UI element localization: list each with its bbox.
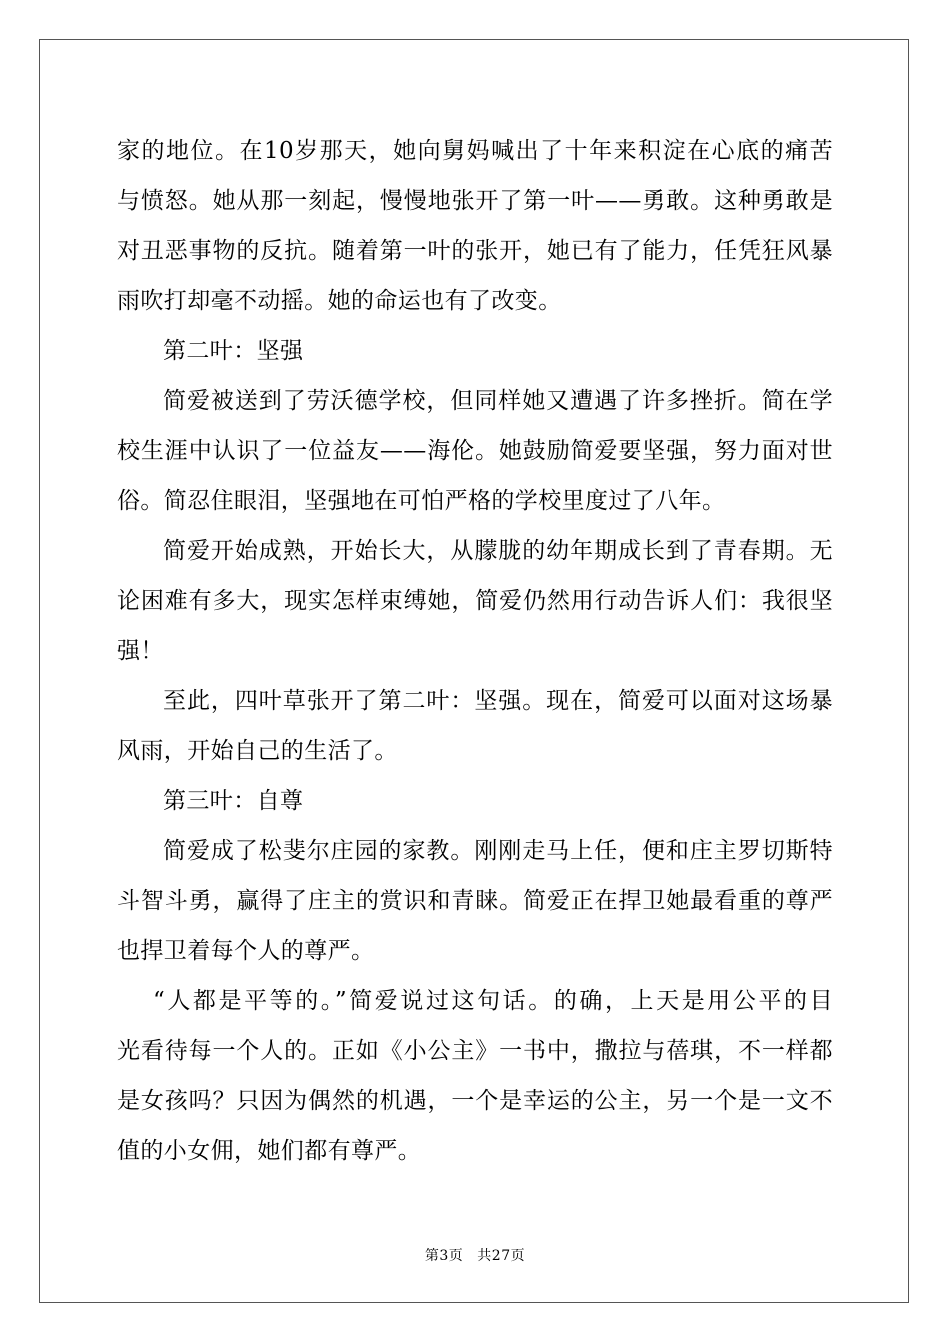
page-total: 共27页 — [477, 1248, 526, 1264]
text-line: 俗。简忍住眼泪，坚强地在可怕严格的学校里度过了八年。 — [117, 488, 726, 514]
text-line: 雨吹打却毫不动摇。她的命运也有了改变。 — [117, 288, 562, 314]
text-line: 对丑恶事物的反抗。随着第一叶的张开，她已有了能力，任凭狂风暴 — [117, 238, 833, 264]
text-line: 论困难有多大，现实怎样束缚她，简爱仍然用行动告诉人们：我很坚 — [117, 588, 833, 614]
text-line: 简爱开始成熟，开始长大，从朦胧的幼年期成长到了青春期。无 — [163, 538, 833, 564]
text-line: 也捍卫着每个人的尊严。 — [117, 938, 375, 964]
text-line: 与愤怒。她从那一刻起，慢慢地张开了第一叶——勇敢。这种勇敢是 — [117, 188, 833, 214]
page-number: 第3页 — [424, 1248, 464, 1264]
text-line: “人都是平等的。”简爱说过这句话。的确，上天是用公平的目 — [153, 988, 833, 1014]
text-line: 风雨，开始自己的生活了。 — [117, 738, 398, 764]
text-line: 是女孩吗？只因为偶然的机遇，一个是幸运的公主，另一个是一文不 — [117, 1088, 833, 1114]
text-line: 值的小女佣，她们都有尊严。 — [117, 1138, 422, 1164]
text-line: 至此，四叶草张开了第二叶：坚强。现在，简爱可以面对这场暴 — [163, 688, 833, 714]
document-body — [117, 126, 833, 1176]
text-line: 斗智斗勇，赢得了庄主的赏识和青睐。简爱正在捍卫她最看重的尊严 — [117, 888, 833, 914]
text-line: 简爱成了松斐尔庄园的家教。刚刚走马上任，便和庄主罗切斯特 — [163, 838, 833, 864]
section-heading: 第三叶：自尊 — [163, 788, 304, 814]
text-line: 光看待每一个人的。正如《小公主》一书中，撒拉与蓓琪，不一样都 — [117, 1038, 833, 1064]
text-line: 简爱被送到了劳沃德学校，但同样她又遭遇了许多挫折。简在学 — [163, 388, 833, 414]
page-footer — [0, 1246, 950, 1266]
text-line: 校生涯中认识了一位益友——海伦。她鼓励简爱要坚强，努力面对世 — [117, 438, 833, 464]
text-line: 家的地位。在10岁那天，她向舅妈喊出了十年来积淀在心底的痛苦 — [117, 138, 833, 164]
text-line: 强！ — [117, 638, 164, 664]
section-heading: 第二叶：坚强 — [163, 338, 304, 364]
